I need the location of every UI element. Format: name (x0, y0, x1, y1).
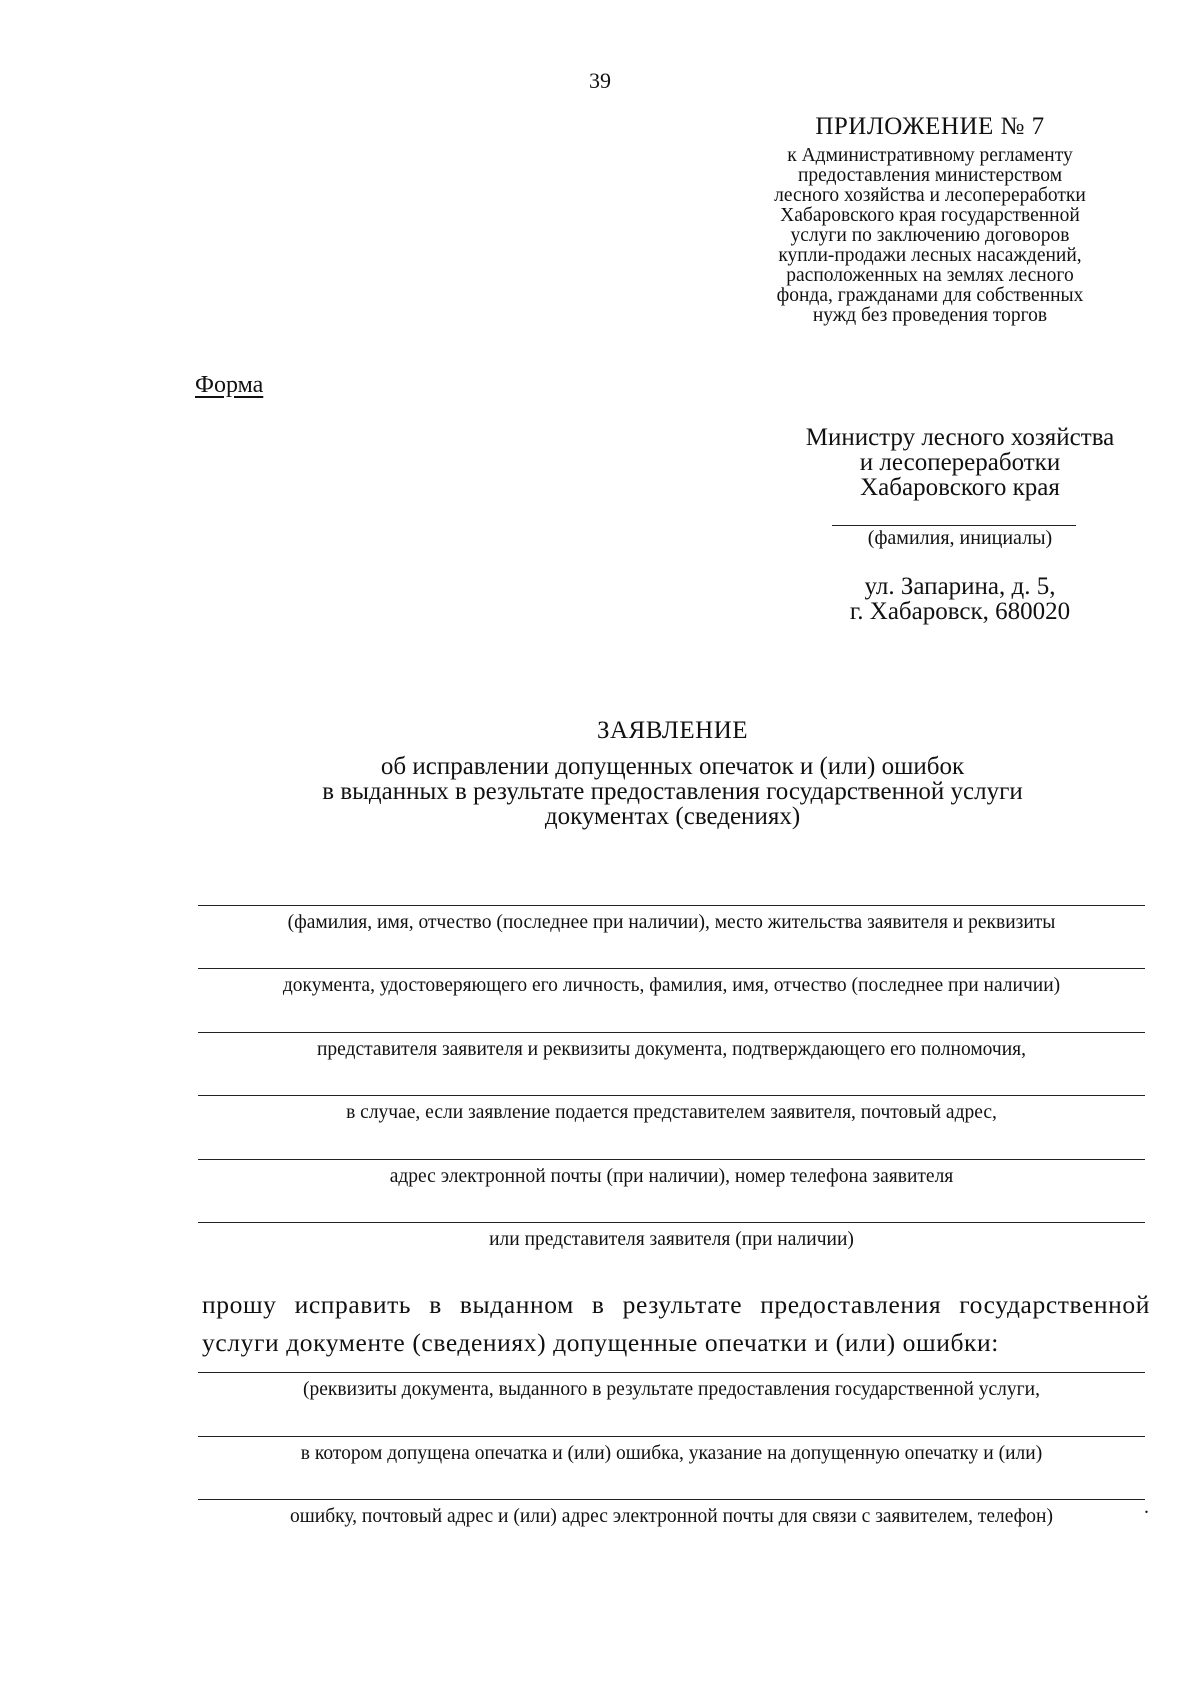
applicant-field-line[interactable] (198, 968, 1145, 969)
applicant-field-line[interactable] (198, 1222, 1145, 1223)
applicant-field-caption: адрес электронной почты (при наличии), номер телефона заявителя (389, 1166, 954, 1187)
applicant-field-caption: представителя заявителя и реквизиты документа, подтверждающего его полномочия, (316, 1039, 1027, 1060)
request-text: прошу исправить в выданном в результате предоставления государственной услуги документе (сведениях) допущенные опечатки и (или) ошибки: (202, 1290, 1150, 1357)
addressee-caption: (фамилия, инициалы) (867, 527, 1053, 549)
form-label: Форма (195, 372, 264, 398)
page-number: 39 (589, 68, 611, 93)
addressee-address: ул. Запарина, д. 5, г. Хабаровск, 680020 (849, 573, 1071, 625)
document-title: ЗАЯВЛЕНИЕ (596, 717, 749, 744)
applicant-field-line[interactable] (198, 1032, 1145, 1033)
correction-field-caption: в котором допущена опечатка и (или) ошибка, указание на допущенную опечатку и (или) (300, 1443, 1043, 1464)
applicant-field-caption: (фамилия, имя, отчество (последнее при наличии), место жительства заявителя и реквизиты (287, 912, 1056, 933)
applicant-field-caption: в случае, если заявление подается представителем заявителя, почтовый адрес, (346, 1102, 997, 1123)
correction-field-caption: ошибку, почтовый адрес и (или) адрес электронной почты для связи с заявителем, телефон) (290, 1506, 1053, 1527)
addressee-block: Министру лесного хозяйства и лесопереработки Хабаровского края (805, 424, 1115, 501)
correction-field-line[interactable] (198, 1436, 1145, 1437)
applicant-field-line[interactable] (198, 1095, 1145, 1096)
applicant-field-line[interactable] (198, 1159, 1145, 1160)
applicant-field-caption: документа, удостоверяющего его личность, фамилия, имя, отчество (последнее при наличии) (282, 975, 1061, 996)
correction-field-line[interactable] (198, 1372, 1145, 1373)
correction-field-caption: (реквизиты документа, выданного в результате предоставления государственной услуги, (303, 1379, 1040, 1400)
document-subtitle: об исправлении допущенных опечаток и (или) ошибок в выданных в результате предоставления государственной услуги документах (сведениях) (322, 753, 1023, 830)
correction-field-line[interactable] (198, 1499, 1145, 1500)
appendix-text: к Административному регламенту предоставления министерством лесного хозяйства и лесопереработки Хабаровского края государственной услуги по заключению договоров купли-продажи лесных насаждений, расположенных на землях лесного фонда, гражданами для собственных нужд без проведения торгов (774, 145, 1086, 326)
appendix-title: ПРИЛОЖЕНИЕ № 7 (815, 113, 1045, 140)
addressee-signature-line[interactable] (832, 525, 1076, 526)
trailing-dot: . (1144, 1496, 1149, 1518)
applicant-field-caption: или представителя заявителя (при наличии) (489, 1229, 854, 1250)
applicant-field-line[interactable] (198, 905, 1145, 906)
